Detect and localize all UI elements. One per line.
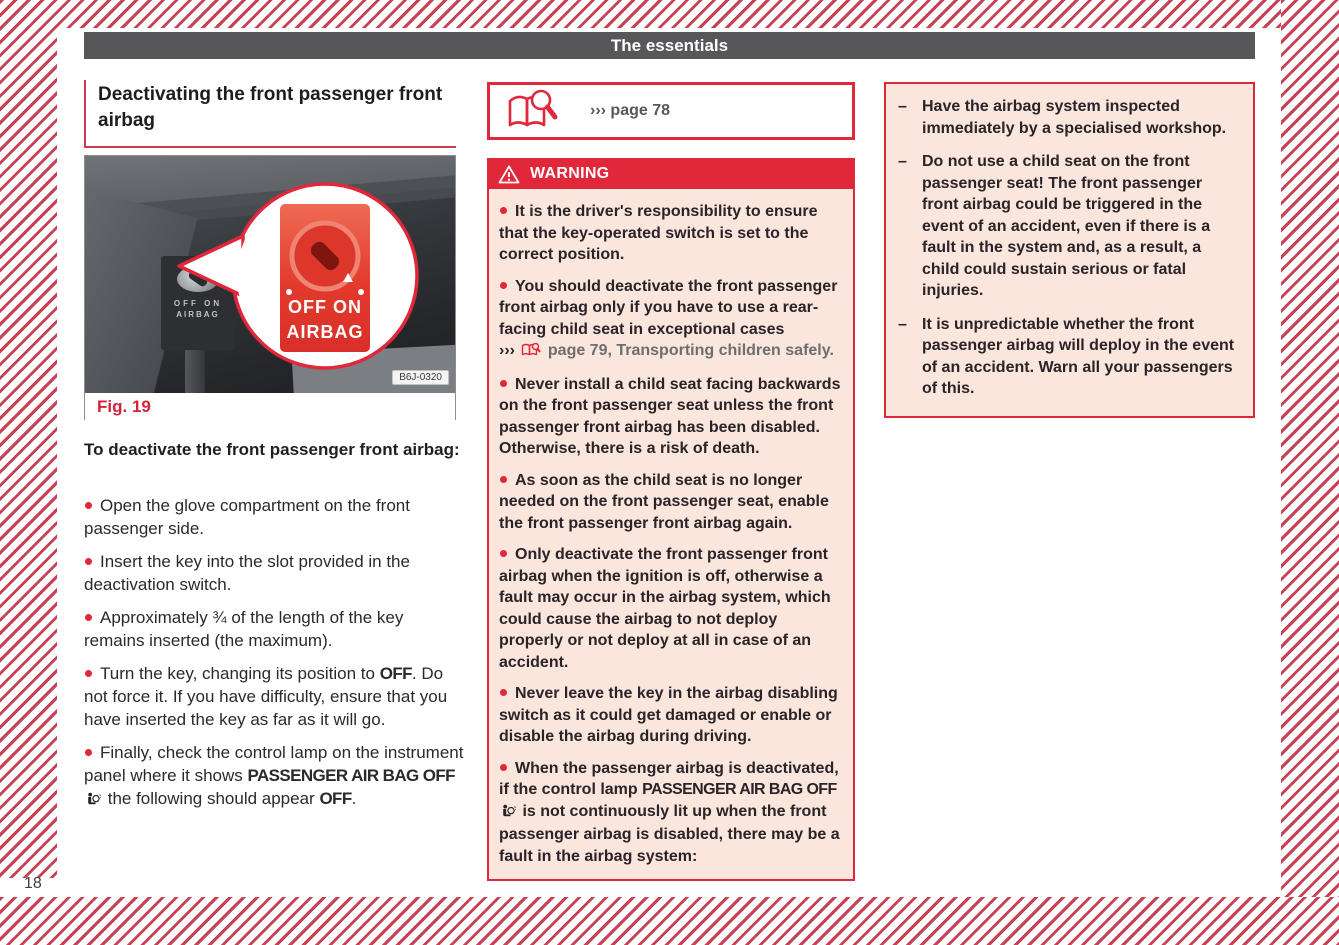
stripe-border-right (1281, 0, 1339, 945)
page-reference-box (487, 82, 855, 140)
page-number: 18 (24, 875, 42, 892)
list-item: Insert the key into the slot provided in the deactivation switch. (84, 552, 410, 594)
book-magnifier-icon (504, 89, 560, 133)
list-item (898, 151, 1239, 302)
list-item: It is the driver's responsibility to ensure that the key-operated switch is set to the correct position. (499, 203, 818, 263)
bullet-dot-icon (500, 207, 507, 214)
passenger-airbag-off-icon (501, 803, 516, 825)
warning-box (487, 158, 855, 881)
photo-reference-tag: B6J-0320 (392, 370, 449, 385)
list-item: Open the glove compartment on the front passenger side. (84, 496, 410, 538)
figure-caption: Fig. 19 (85, 393, 455, 420)
warning-continued-text: Do not use a child seat on the front passenger seat! The front passenger front airbag could be triggered in the event of an accident, even if there is a fault in the system and, as a result, a child could sustain serious or fatal injuries. (922, 153, 1211, 299)
list-item: Never leave the key in the airbag disabling switch as it could get damaged or enable or disable the airbag during driving. (499, 685, 838, 745)
warning-continued-box (884, 82, 1255, 418)
list-item (898, 96, 1239, 139)
bullet-dot-icon (500, 550, 507, 557)
dash-marker: – (898, 315, 907, 333)
procedure-bullet-list (84, 494, 464, 822)
warning-body (489, 188, 853, 879)
stripe-border-top (0, 0, 1339, 28)
chapter-header-bar (84, 32, 1255, 59)
chapter-title: The essentials (610, 36, 729, 55)
passenger-airbag-off-icon (86, 789, 101, 812)
list-item: Only deactivate the front passenger front airbag when the ignition is off, otherwise a fault may occur in the airbag system, which could cause the airbag to not deploy properly or not deploy at all in case of an accident. (499, 546, 831, 671)
bullet-dot-icon (85, 670, 92, 677)
bullet-dot-icon (85, 614, 92, 621)
figure-photo-dashboard (85, 156, 455, 393)
list-item: Never install a child seat facing backwards on the front passenger seat unless the front passenger front airbag has been disabled. Otherwise, there is a risk of death. (499, 375, 841, 457)
list-item: As soon as the child seat is no longer needed on the front passenger seat, enable the front passenger front airbag again. (499, 471, 829, 532)
bullet-dot-icon (85, 502, 92, 509)
list-item: Turn the key, changing its position to OFF. Do not force it. If you have difficulty, ensure that you have inserted the key as far as it will go. (84, 664, 448, 729)
dash-marker: – (898, 98, 907, 115)
panel-off-on-label: OFF ON (173, 299, 223, 308)
page-reference-label: ››› page 78 (590, 102, 671, 119)
stripe-border-left (0, 0, 57, 878)
figure-19 (84, 155, 456, 420)
section-heading: Deactivating the front passenger front airbag (84, 80, 456, 148)
stripe-border-bottom (0, 897, 1339, 945)
bullet-dot-icon (500, 764, 507, 771)
bullet-dot-icon (85, 749, 92, 756)
warning-continued-text: Have the airbag system inspected immediately by a specialised workshop. (922, 98, 1227, 137)
procedure-intro: To deactivate the front passenger front airbag: (84, 440, 460, 459)
list-item: Approximately ¾ of the length of the key remains inserted (the maximum). (84, 608, 404, 650)
callout-bubble (173, 170, 433, 386)
book-small-icon (521, 342, 541, 364)
bubble-off-on-label: OFF ON (288, 297, 362, 317)
warning-triangle-icon (498, 165, 520, 184)
bullet-dot-icon (500, 380, 507, 387)
list-item: When the passenger airbag is deactivated, if the control lamp PASSENGER AIR BAG OFF is not continuously lit up when the front passenger airbag is disabled, there may be a fault in the airbag system: (499, 759, 840, 865)
warning-title: WARNING (530, 165, 610, 182)
warning-header (488, 159, 854, 189)
dash-marker: – (898, 153, 907, 170)
bullet-dot-icon (500, 689, 507, 696)
warning-continued-text: It is unpredictable whether the front passenger airbag will deploy in the event of an accident. Warn all your passengers of this. (922, 315, 1235, 397)
list-item: You should deactivate the front passenger front airbag only if you have to use a rear-facing child seat in exceptional cases ››› page 79, Transporting children safely. (499, 276, 841, 364)
bullet-dot-icon (500, 476, 507, 483)
list-item: Finally, check the control lamp on the instrument panel where it shows PASSENGER AIR BAG OFF the following should appear OFF. (84, 741, 464, 812)
panel-airbag-label: AIRBAG (176, 310, 220, 319)
bullet-dot-icon (85, 558, 92, 565)
list-item (898, 314, 1239, 400)
bullet-dot-icon (500, 282, 507, 289)
bubble-airbag-label: AIRBAG (286, 322, 364, 342)
